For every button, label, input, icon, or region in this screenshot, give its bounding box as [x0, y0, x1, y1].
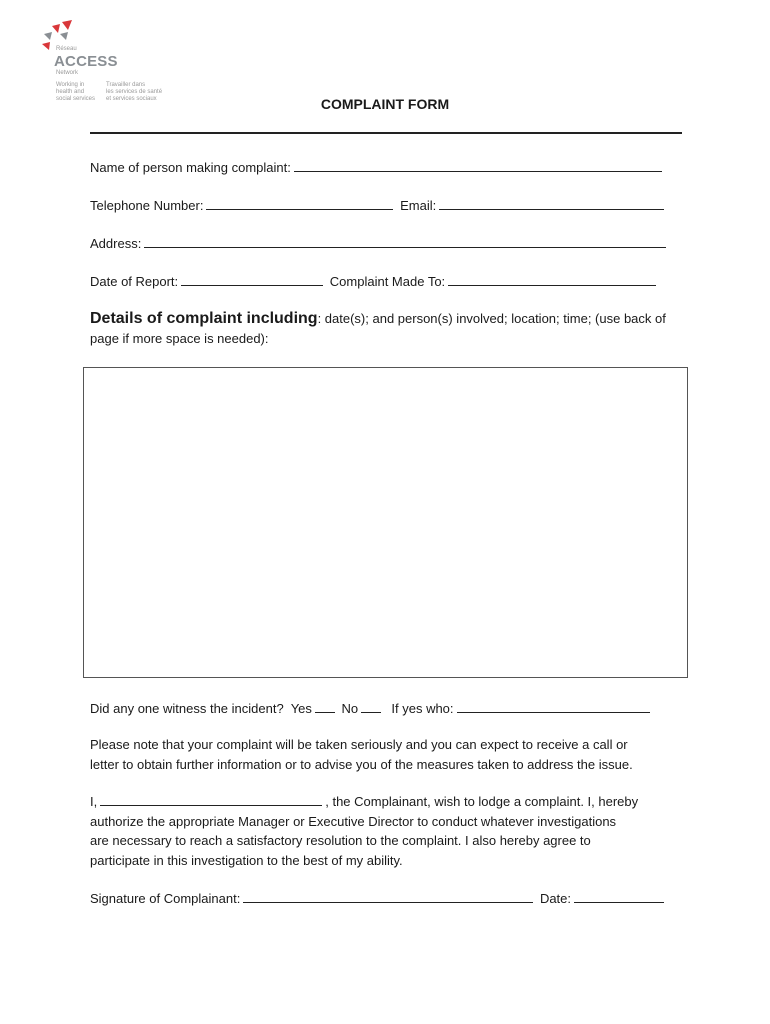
details-heading: Details of complaint including: [90, 310, 318, 327]
logo-network-small: Réseau: [56, 46, 77, 52]
details-instructions: [90, 309, 690, 349]
complaint-to-field[interactable]: [448, 272, 656, 286]
authorization-suffix: , the Complainant, wish to lodge a complaint. I, hereby: [325, 794, 639, 809]
complaint-to-label: Complaint Made To:: [329, 274, 446, 289]
note-line2: letter to obtain further information or to advise you of the measures taken to address the issue.: [90, 756, 633, 772]
address-row: [90, 234, 669, 251]
date-report-label: Date of Report:: [90, 274, 179, 289]
address-label: Address:: [90, 236, 142, 251]
name-label: Name of person making complaint:: [90, 160, 291, 175]
name-row: [90, 158, 665, 175]
witness-yes-label: Yes: [290, 701, 312, 716]
email-label: Email:: [400, 198, 437, 213]
name-field[interactable]: [294, 158, 662, 172]
form-title: COMPLAINT FORM: [320, 96, 450, 112]
witness-who-label: If yes who:: [391, 701, 454, 716]
witness-no-field[interactable]: [361, 699, 381, 713]
logo-right-column: Travailler dans les services de santé et services sociaux: [106, 82, 163, 102]
authorization-paragraph: [90, 792, 690, 870]
witness-who-field[interactable]: [457, 699, 650, 713]
authorization-line3: are necessary to reach a satisfactory resolution to the complaint. I also hereby agree to: [90, 833, 591, 848]
date-report-field[interactable]: [181, 272, 323, 286]
logo-network-sub: Network: [56, 70, 79, 76]
title-divider: [90, 132, 682, 134]
logo-name: ACCESS: [54, 53, 118, 70]
email-field[interactable]: [439, 196, 664, 210]
authorization-prefix: I,: [90, 794, 98, 809]
details-text-line2: page if more space is needed):: [90, 331, 269, 346]
contact-row: [90, 196, 667, 213]
witness-row: [90, 699, 653, 716]
witness-no-label: No: [341, 701, 359, 716]
signature-label: Signature of Complainant:: [90, 891, 241, 906]
report-row: [90, 272, 659, 289]
phone-field[interactable]: [206, 196, 393, 210]
witness-yes-field[interactable]: [315, 699, 335, 713]
logo-left-column: Working in health and social services: [56, 82, 96, 102]
signature-date-field[interactable]: [574, 889, 664, 903]
details-textbox[interactable]: [83, 367, 688, 678]
complainant-name-field[interactable]: [100, 792, 322, 806]
signature-row: [90, 889, 667, 906]
signature-date-label: Date:: [539, 891, 572, 906]
authorization-line4: participate in this investigation to the best of my ability.: [90, 852, 403, 868]
witness-question: Did any one witness the incident?: [90, 701, 284, 716]
note-line1: Please note that your complaint will be taken seriously and you can expect to receive a call or: [90, 737, 628, 752]
phone-label: Telephone Number:: [90, 198, 204, 213]
details-text-line1: : date(s); and person(s) involved; location; time; (use back of: [317, 311, 666, 326]
signature-field[interactable]: [243, 889, 533, 903]
authorization-line1: [90, 792, 690, 812]
note-paragraph: [90, 735, 690, 774]
authorization-line2: authorize the appropriate Manager or Executive Director to conduct whatever investigations: [90, 813, 617, 829]
address-field[interactable]: [144, 234, 666, 248]
